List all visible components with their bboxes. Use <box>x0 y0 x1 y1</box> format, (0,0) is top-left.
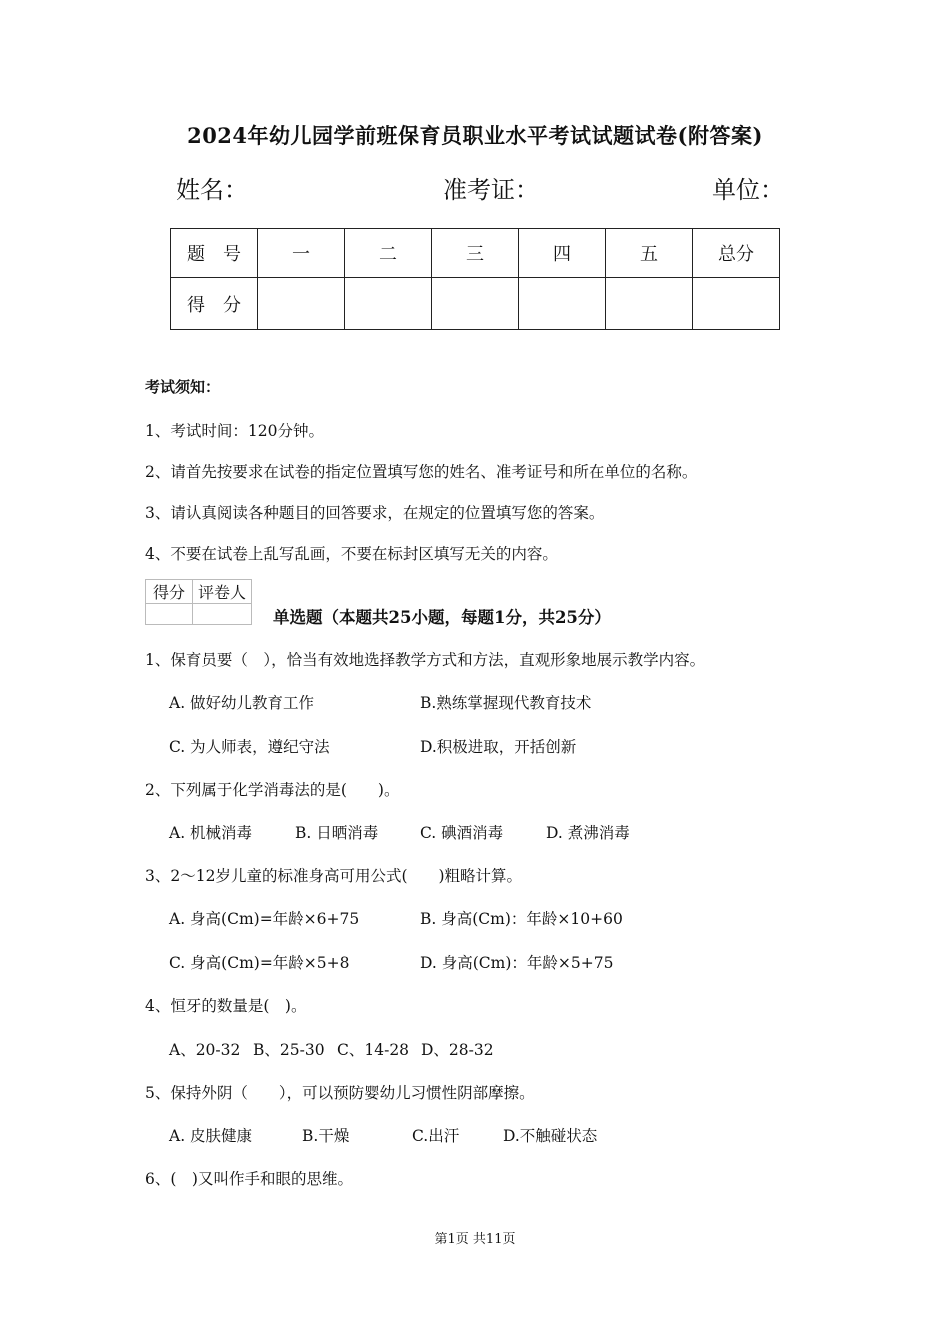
score-cell[interactable] <box>258 278 345 330</box>
question-stem: 5、保持外阴（ ），可以预防婴幼儿习惯性阴部摩擦。 <box>145 1084 535 1102</box>
section-4-header: 四 <box>519 229 606 278</box>
unit-field-label: 单位： <box>712 176 784 204</box>
total-header: 总分 <box>693 229 780 278</box>
grader-box <box>145 579 252 625</box>
option: A、20-32 <box>169 1041 241 1059</box>
section-title: 单选题（本题共25小题，每题1分，共25分） <box>273 608 611 627</box>
grader-reviewer-label: 评卷人 <box>193 580 252 604</box>
option: C. 碘酒消毒 <box>420 824 504 842</box>
score-table <box>170 228 780 330</box>
grader-score-label: 得分 <box>146 580 193 604</box>
section-2-header: 二 <box>345 229 432 278</box>
score-cell[interactable] <box>519 278 606 330</box>
option: B. 日晒消毒 <box>295 824 379 842</box>
grader-score-cell[interactable] <box>146 604 193 625</box>
grader-reviewer-cell[interactable] <box>193 604 252 625</box>
question-stem: 2、下列属于化学消毒法的是( )。 <box>145 781 400 799</box>
option: D.积极进取，开括创新 <box>420 738 577 756</box>
notice-heading: 考试须知： <box>145 378 221 396</box>
option: B、25-30 <box>253 1041 325 1059</box>
option: C. 为人师表，遵纪守法 <box>169 738 330 756</box>
page-title: 2024年幼儿园学前班保育员职业水平考试试题试卷(附答案) <box>187 123 763 148</box>
score-cell[interactable] <box>693 278 780 330</box>
option: B.熟练掌握现代教育技术 <box>420 694 592 712</box>
exam-id-field-label: 准考证： <box>443 176 539 204</box>
notice-item: 3、请认真阅读各种题目的回答要求，在规定的位置填写您的答案。 <box>145 504 605 522</box>
option: A. 机械消毒 <box>169 824 253 842</box>
notice-item: 4、不要在试卷上乱写乱画，不要在标封区填写无关的内容。 <box>145 545 558 563</box>
score-table-header-row <box>171 229 780 278</box>
question-stem: 4、恒牙的数量是( )。 <box>145 997 307 1015</box>
option: B. 身高(Cm)：年龄×10+60 <box>420 910 623 928</box>
score-cell[interactable] <box>606 278 693 330</box>
option: C、14-28 <box>337 1041 410 1059</box>
score-cell[interactable] <box>345 278 432 330</box>
section-1-header: 一 <box>258 229 345 278</box>
question-stem: 6、( )又叫作手和眼的思维。 <box>145 1170 353 1188</box>
option: A. 做好幼儿教育工作 <box>169 694 315 712</box>
notice-item: 1、考试时间：120分钟。 <box>145 422 324 440</box>
option: D. 煮沸消毒 <box>546 824 630 842</box>
section-3-header: 三 <box>432 229 519 278</box>
option: D、28-32 <box>421 1041 494 1059</box>
score-label: 得 分 <box>171 278 258 330</box>
option: A. 皮肤健康 <box>169 1127 253 1145</box>
option: D.不触碰状态 <box>503 1127 598 1145</box>
question-stem: 1、保育员要（ ），恰当有效地选择教学方式和方法，直观形象地展示教学内容。 <box>145 651 706 669</box>
option: B.干燥 <box>302 1127 350 1145</box>
option: D. 身高(Cm)：年龄×5+75 <box>420 954 614 972</box>
question-number-label: 题 号 <box>171 229 258 278</box>
score-cell[interactable] <box>432 278 519 330</box>
name-field-label: 姓名： <box>176 176 248 204</box>
question-stem: 3、2～12岁儿童的标准身高可用公式( )粗略计算。 <box>145 867 523 885</box>
option: C.出汗 <box>412 1127 460 1145</box>
score-table-score-row <box>171 278 780 330</box>
notice-item: 2、请首先按要求在试卷的指定位置填写您的姓名、准考证号和所在单位的名称。 <box>145 463 698 481</box>
option: C. 身高(Cm)=年龄×5+8 <box>169 954 350 972</box>
option: A. 身高(Cm)=年龄×6+75 <box>169 910 360 928</box>
section-5-header: 五 <box>606 229 693 278</box>
page-footer: 第1页 共11页 <box>434 1232 516 1247</box>
